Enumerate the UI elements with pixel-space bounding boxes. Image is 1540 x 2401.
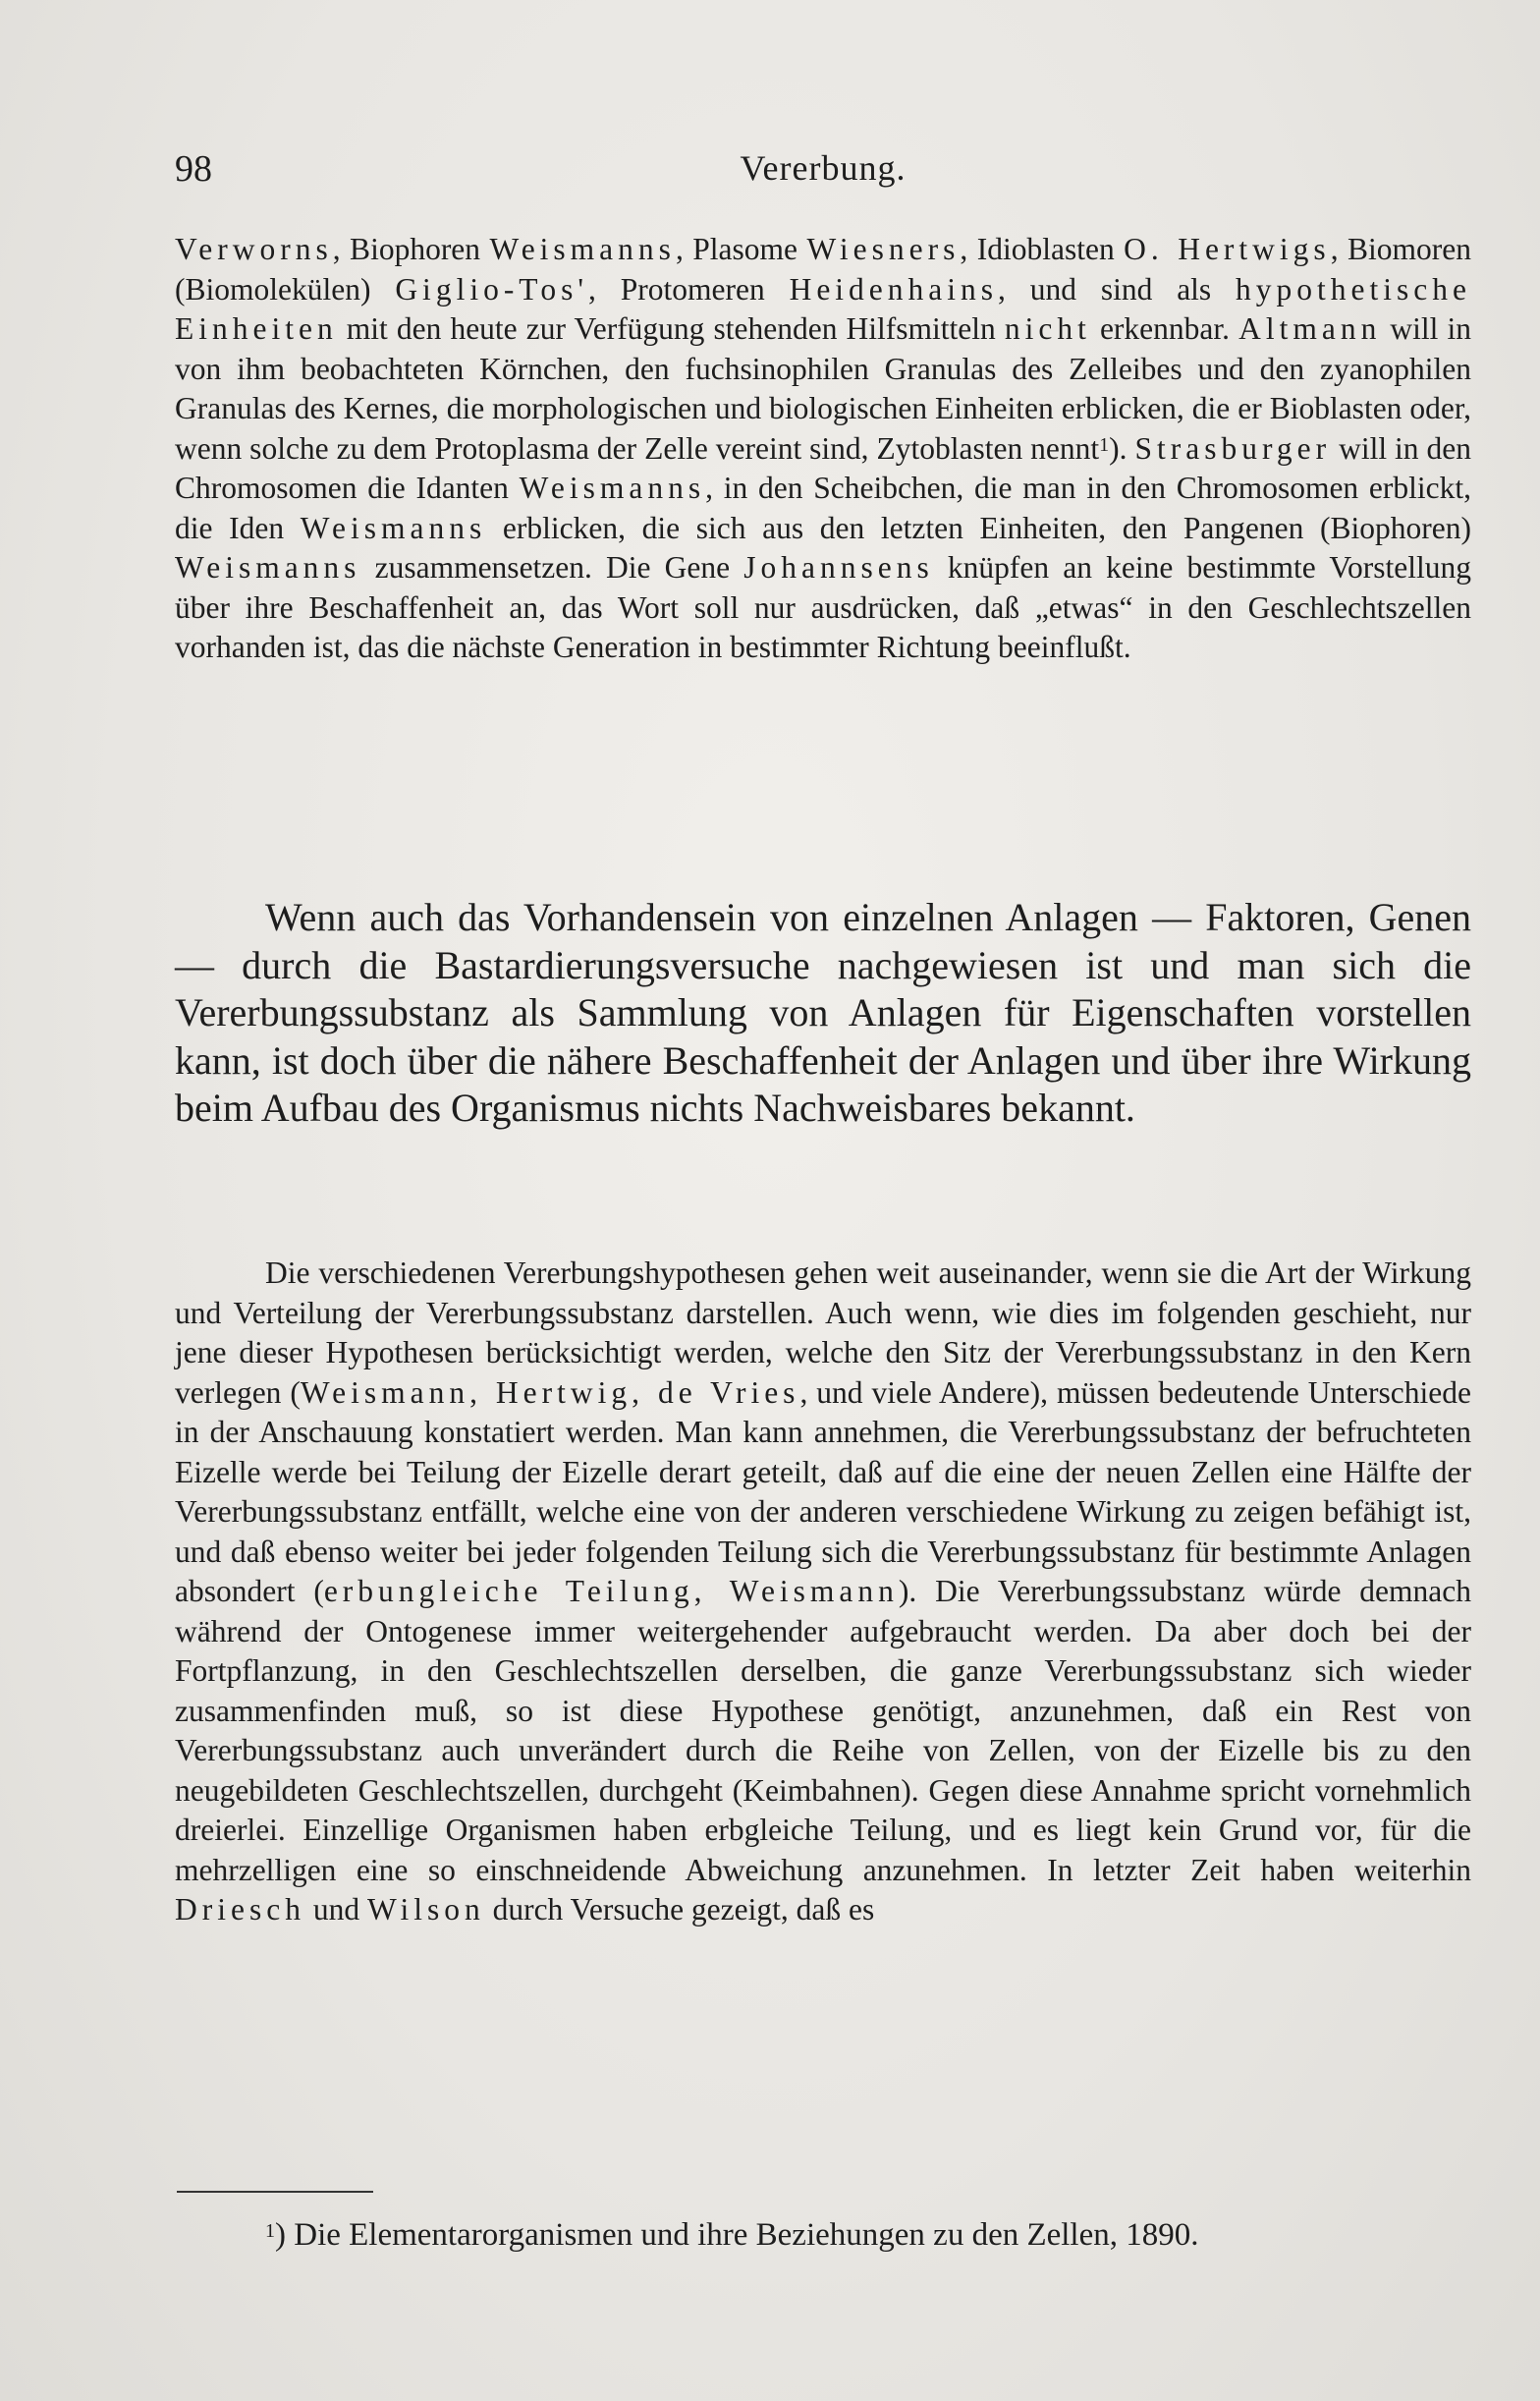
text-run: , Idioblasten: [960, 232, 1125, 266]
text-run: erkennbar.: [1090, 311, 1239, 346]
paragraph-3: [175, 1254, 1471, 1930]
spaced-name: Weismanns: [175, 550, 361, 585]
spaced-name: Driesch: [175, 1892, 305, 1926]
spaced-name: Weismann, Hertwig, de Vries: [300, 1374, 800, 1410]
text-run: , Plasome: [675, 232, 807, 266]
paragraph-1: [175, 230, 1471, 668]
spaced-name: Weismanns: [519, 471, 706, 505]
text-run: will in den Chromosomen die Idanten: [175, 430, 1471, 505]
spaced-name: Verworns: [175, 232, 333, 266]
spaced-name: Wiesners: [806, 232, 961, 266]
spaced-name: Wilson: [366, 1892, 485, 1926]
text-run: durch Versuche gezeigt, daß es: [484, 1892, 875, 1926]
text-run: , Protomeren: [588, 271, 790, 307]
spaced-name: Giglio-Tos': [395, 271, 589, 307]
spaced-name: Johannsens: [743, 550, 934, 585]
text-run: Die verschiedenen Vererbungshypothesen gehen weit auseinander, wenn sie die Art der Wirkung und Verteilung der Vererbungssubstanz darstellen. Auch wenn, wie dies im folgenden geschieht, nur jene dieser Hypothesen berücksichtigt werden, welche den Sitz der Vererbungssubstanz in den Kern verlegen (: [175, 1256, 1471, 1410]
text-run: , in den Scheibchen, die man in den Chromosomen erblickt, die Iden: [175, 471, 1472, 545]
text-run: , und sind als: [998, 271, 1237, 307]
text-run: will in von ihm beobachteten Körnchen, den fuchsinophilen Granulas des Zelleibes und den zyanophilen Granulas des Kernes, die morphologischen und biologischen Einheiten erblicken, die er Bioblasten oder, wenn solche zu dem Protoplasma der Zelle vereint sind, Zytoblasten nennt: [175, 311, 1471, 466]
spaced-name: nicht: [1004, 311, 1091, 346]
spaced-name: O. Hertwigs: [1124, 232, 1331, 266]
text-run: zusammensetzen. Die Gene: [360, 550, 744, 585]
text-run: ). Die Vererbungssubstanz würde demnach während der Ontogenese immer weitergehender aufgebraucht werden. Da aber doch bei der Fortpflanzung, in den Geschlechtszellen derselben, die ganze Vererbungssubstanz sich wieder zusammenfinden muß, so ist diese Hypothese genötigt, anzunehmen, daß ein Rest von Vererbungssubstanz auch unverändert durch die Reihe von Zellen, von der Eizelle bis zu den neugebildeten Geschlechtszellen, durchgeht (Keimbahnen). Gegen diese Annahme spricht vornehmlich dreierlei. Einzellige Organismen haben erbgleiche Teilung, und es liegt kein Grund vor, für die mehrzelligen eine so einschneidende Abweichung anzunehmen. In letzter Zeit haben weiterhin: [175, 1574, 1471, 1887]
footnote: [265, 2214, 1199, 2256]
text-run: , und viele Andere), müssen bedeutende Unterschiede in der Anschauung konstatiert werden. Man kann annehmen, die Vererbungssubstanz der befruchteten Eizelle werde bei Teilung der Eizelle derart geteilt, daß auf die eine der neuen Zellen eine Hälfte der Vererbungssubstanz entfällt, welche eine von der anderen verschiedene Wirkung zu zeigen befähigt ist, und daß ebenso weiter bei jeder folgenden Teilung sich die Vererbungssubstanz für bestimmte Anlagen absondert (: [175, 1374, 1471, 1608]
text-run: Wenn auch das Vorhandensein von einzelnen Anlagen — Faktoren, Genen — durch die Bastardierungsversuche nachgewiesen ist und man sich die Vererbungssubstanz als Sammlung von Anlagen für Eigenschaften vorstellen kann, ist doch über die nähere Beschaffenheit der Anlagen und über ihre Wirkung beim Aufbau des Organismus nichts Nachweisbares bekannt.: [175, 895, 1471, 1131]
spaced-name: Strasburger: [1134, 430, 1332, 466]
paragraph-2: [175, 894, 1471, 1133]
page-number: 98: [175, 148, 212, 190]
text-run: knüpfen an keine bestimmte Vorstellung über ihre Beschaffenheit an, das Wort soll nur ausdrücken, daß „etwas“ in den Geschlechtszellen vorhanden ist, das die nächste Generation in bestimmter Richtung beeinflußt.: [175, 550, 1471, 664]
footnote-reference: 1: [1099, 433, 1110, 456]
text-run: erblicken, die sich aus den letzten Einheiten, den Pangenen (Biophoren): [486, 510, 1471, 545]
text-run: ).: [1109, 430, 1135, 466]
spaced-name: Weismanns: [300, 510, 487, 545]
spaced-name: Heidenhains: [789, 271, 999, 307]
spaced-name: erbungleiche Teilung, Weismann: [323, 1574, 899, 1608]
text-run: , Biophoren: [332, 232, 490, 266]
spaced-name: Weismanns: [489, 232, 676, 266]
footnote-text: ) Die Elementarorganismen und ihre Beziehungen zu den Zellen, 1890.: [275, 2217, 1199, 2253]
text-run: und: [304, 1892, 367, 1926]
spaced-name: hypothetische Einheiten: [175, 271, 1471, 346]
page-header: [175, 147, 1471, 206]
text-run: , Biomoren (Biomolekülen): [175, 232, 1471, 307]
text-run: mit den heute zur Verfügung stehenden Hilfsmitteln: [337, 311, 1005, 346]
footnote-divider: [177, 2191, 373, 2193]
running-title: Vererbung.: [740, 148, 907, 188]
spaced-name: Altmann: [1238, 311, 1382, 346]
footnote-marker: 1: [265, 2220, 275, 2242]
